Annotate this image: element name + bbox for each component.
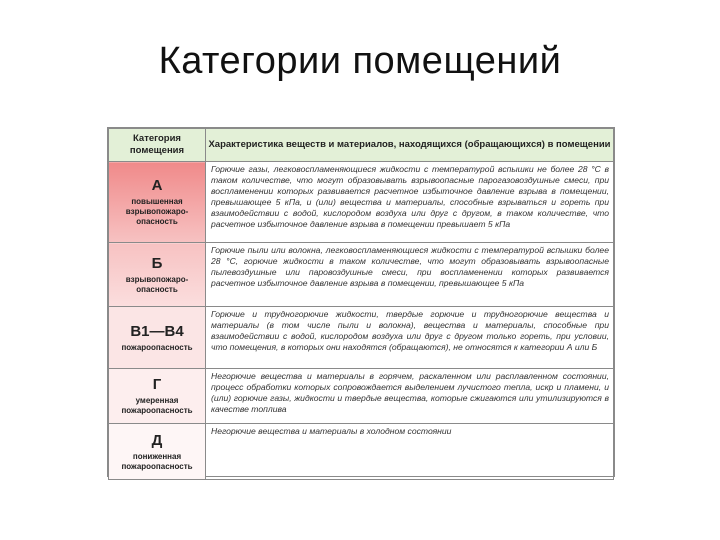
category-cell	[109, 162, 206, 243]
category-cell	[109, 369, 206, 424]
category-label: повышенная взрывопожаро-опасность	[125, 197, 189, 226]
category-label: взрывопожаро-опасность	[125, 274, 189, 294]
table-row	[109, 424, 614, 480]
category-description: Горючие газы, легковоспламеняющиеся жидкости с температурой вспышки не более 28 °С в таком количестве, что могут образовывать взрывоопасные парогазовоздушные смеси, при воспламенении которых развивается расчетное избыточное давление взрыва в помещении, превышающее 5 кПа, и (или) вещества и материалы, способные взрываться и гореть при взаимодействии с водой, кислородом воздуха или друг с другом, в таком количестве, что расчетное избыточное давление взрыва в помещении превышает 5 кПа	[206, 162, 614, 243]
header-category: Категория помещения	[109, 129, 206, 162]
category-label: умеренная пожароопасность	[121, 396, 193, 415]
table-row	[109, 243, 614, 307]
category-cell	[109, 424, 206, 480]
table-row	[109, 307, 614, 369]
category-letter: Д	[151, 431, 163, 449]
categories-table	[107, 127, 615, 477]
table-row	[109, 369, 614, 424]
category-description: Негорючие вещества и материалы в горячем, раскаленном или расплавленном состоянии, процесс обработки которых сопровождается выделением лучистого тепла, искр и пламени, и (или) горючие газы, жидкости и твердые вещества, которые сжигаются или утилизируются в качестве топлива	[206, 369, 614, 424]
category-letter: В1—В4	[130, 322, 184, 340]
category-letter: А	[151, 177, 163, 194]
slide-title: Категории помещений	[158, 40, 562, 82]
table-row	[109, 162, 614, 243]
category-description: Горючие и трудногорючие жидкости, твердые горючие и трудногорючие вещества и материалы (в том числе пыли и волокна), вещества и материалы, способные при взаимодействии с водой, кислородом воздуха или друг с другом только гореть, при условии, что помещения, в которых они находятся (обращаются), не относятся к категории А или Б	[206, 307, 614, 369]
category-label: пожароопасность	[121, 342, 193, 352]
category-description: Негорючие вещества и материалы в холодном состоянии	[206, 424, 614, 480]
category-letter: Б	[151, 254, 163, 272]
category-cell	[109, 307, 206, 369]
category-label: пониженная пожароопасность	[121, 451, 193, 471]
category-cell	[109, 243, 206, 307]
header-characteristics: Характеристика веществ и материалов, находящихся (обращающихся) в помещении	[206, 129, 614, 162]
category-letter: Г	[152, 376, 162, 393]
category-description: Горючие пыли или волокна, легковоспламеняющиеся жидкости с температурой вспышки более 28 °С, горючие жидкости в таком количестве, что могут образовывать взрывоопасные пылевоздушные или паровоздушные смеси, при воспламенении которых развивается расчетное избыточное давление взрыва в помещении, превышающее 5 кПа	[206, 243, 614, 307]
